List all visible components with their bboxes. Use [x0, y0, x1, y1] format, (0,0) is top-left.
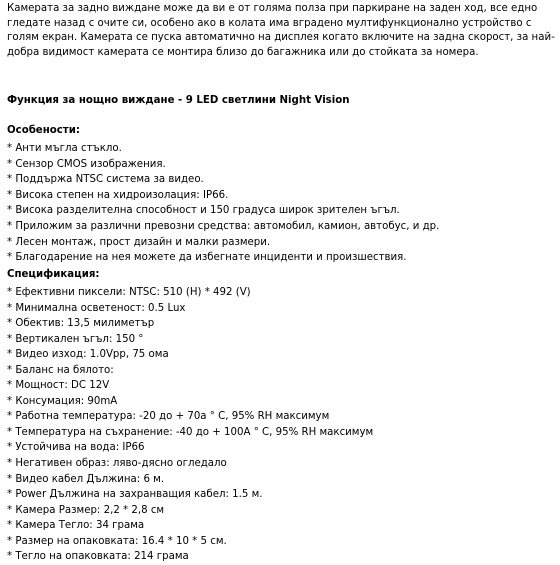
feature-item: * Сензор CMOS изображения.	[7, 158, 166, 170]
spec-item: * Ефективни пиксели: NTSC: 510 (H) * 492 (V)	[7, 287, 251, 298]
spec-item: * Обектив: 13,5 милиметър	[7, 318, 155, 330]
feature-item: * Лесен монтаж, прост дизайн и малки размери.	[7, 236, 271, 248]
night-vision-heading: Функция за нощно виждане - 9 LED светлини Night Vision	[7, 95, 350, 106]
feature-item: * Висока разделителна способност и 150 градуса широк зрителен ъгъл.	[7, 205, 400, 217]
feature-item: * Поддържа NTSC система за видео.	[7, 174, 204, 186]
spec-item: * Минимална осветеност: 0.5 Lux	[7, 302, 186, 314]
feature-item: * Висока степен на хидроизолация: IP66.	[7, 189, 229, 201]
spec-item: * Размер на опаковката: 16.4 * 10 * 5 см.	[7, 535, 227, 547]
specs-list	[7, 285, 373, 565]
intro-paragraph: Камерата за задно виждане може да ви е от голяма полза при паркиране на заден ход, все едно гледате назад с очите си, особено ако в колата има вградено мултифункционално устройство с голям екран. Камерата се пуска автоматично на дисплея когато включите на задна скорост, за най-добра видимост камерата се монтира близо до багажника или до стойката за номера.	[7, 3, 555, 58]
spec-item: * Видео кабел Дължина: 6 м.	[7, 473, 165, 485]
spec-item: * Негативен образ: ляво-дясно огледало	[7, 458, 227, 470]
spec-item: * Видео изход: 1.0Vpp, 75 ома	[7, 349, 169, 361]
spec-item: * Power Дължина на захранващия кабел: 1.5 м.	[7, 489, 263, 501]
spec-item: * Консумация: 90mA	[7, 395, 118, 407]
spec-item: * Работна температура: -20 до + 70a ° C, 95% RH максимум	[7, 411, 330, 423]
spec-item: * Мощност: DC 12V	[7, 380, 110, 392]
features-list	[7, 141, 439, 266]
feature-item: * Анти мъгла стъкло.	[7, 143, 122, 154]
spec-item: * Камера Тегло: 34 грама	[7, 520, 145, 532]
spec-item: * Баланс на бялото:	[7, 364, 114, 376]
spec-item: * Тегло на опаковката: 214 грама	[7, 551, 189, 563]
features-heading: Особености:	[7, 125, 80, 136]
spec-item: * Вертикален ъгъл: 150 °	[7, 333, 144, 345]
specs-heading: Спецификация:	[7, 269, 100, 280]
feature-item: * Приложим за различни превозни средства: автомобил, камион, автобус, и др.	[7, 220, 440, 232]
feature-item: * Благодарение на нея можете да избегнате инциденти и произшествия.	[7, 252, 407, 264]
spec-item: * Камера Размер: 2,2 * 2,8 см	[7, 504, 165, 516]
spec-item: * Устойчива на вода: IP66	[7, 442, 145, 454]
spec-item: * Температура на съхранение: -40 до + 100A ° C, 95% RH максимум	[7, 426, 374, 438]
